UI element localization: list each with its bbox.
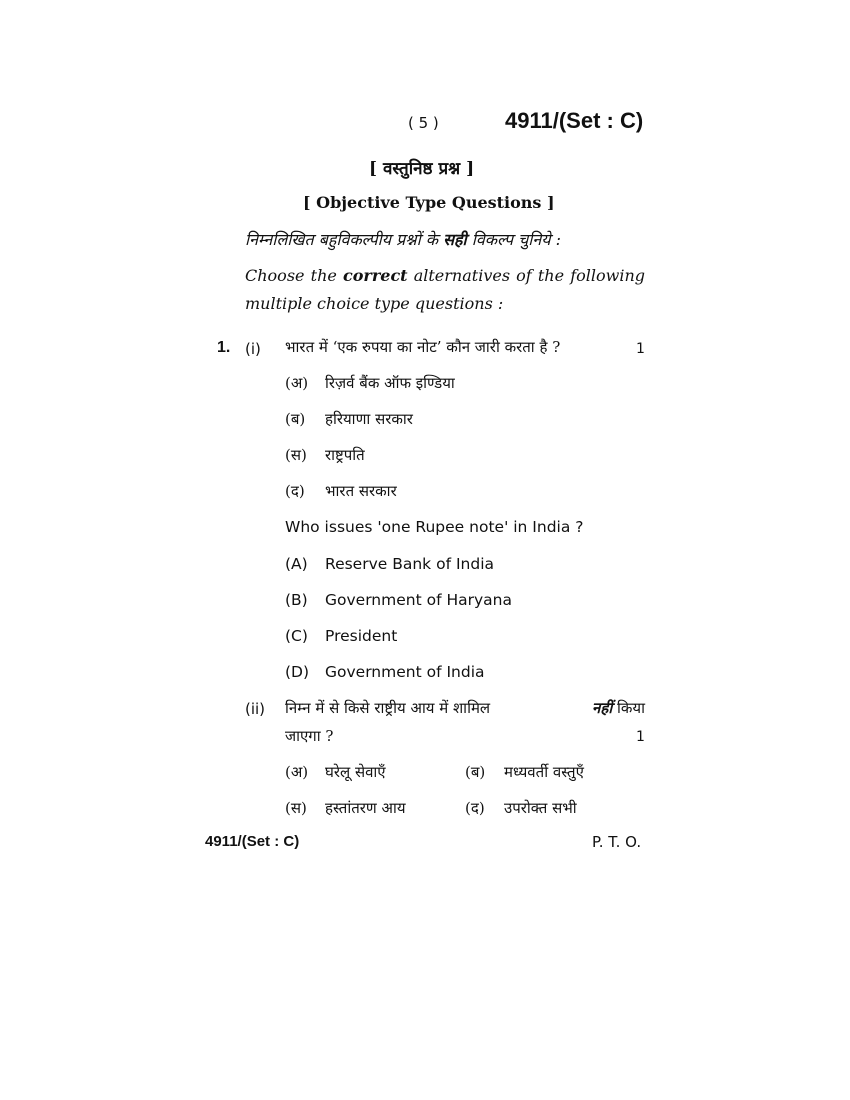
- option-text: भारत सरकार: [325, 482, 397, 500]
- option-label: (अ): [285, 763, 309, 781]
- option-label: (द): [285, 482, 305, 500]
- part-i-text-english: Who issues 'one Rupee note' in India ?: [285, 518, 584, 536]
- option-label: (स): [285, 446, 307, 464]
- part-ii-text-line1: [285, 698, 645, 718]
- part-i-text-hindi: भारत में ‘एक रुपया का नोट’ कौन जारी करता है ?: [285, 338, 561, 356]
- option-label: (अ): [285, 374, 309, 392]
- section-title-hindi: [ वस्तुनिष्ठ प्रश्न ]: [369, 159, 475, 179]
- header-set-code: 4911/(Set : C): [505, 108, 644, 133]
- instruction-hindi-after: विकल्प चुनिये :: [471, 230, 562, 249]
- footer-set-code: 4911/(Set : C): [205, 833, 300, 850]
- option-label: (स): [285, 799, 307, 817]
- option-text: Reserve Bank of India: [325, 555, 494, 573]
- instruction-hindi: [245, 228, 561, 250]
- part-ii-text-after: किया: [617, 699, 645, 717]
- option-text: मध्यवर्ती वस्तुएँ: [504, 763, 584, 781]
- part-ii-text-line2: जाएगा ?: [285, 727, 334, 745]
- instruction-english-before: Choose the: [245, 266, 337, 285]
- instruction-english-after: alternatives of the following multiple choice type questions :: [245, 266, 645, 313]
- option-text: उपरोक्त सभी: [504, 799, 577, 817]
- option-text: रिज़र्व बैंक ऑफ इण्डिया: [325, 374, 455, 392]
- part-ii-text-bold: नहीं: [592, 699, 613, 717]
- page-number: ( 5 ): [408, 114, 439, 132]
- part-ii-label: (ii): [245, 700, 266, 718]
- instruction-english: [245, 262, 645, 318]
- option-text: घरेलू सेवाएँ: [325, 763, 386, 781]
- option-text: President: [325, 627, 398, 645]
- instruction-hindi-bold: सही: [443, 230, 467, 249]
- option-text: हरियाणा सरकार: [325, 410, 413, 428]
- option-text: हस्तांतरण आय: [325, 799, 406, 817]
- section-title-english: [ Objective Type Questions ]: [303, 193, 555, 212]
- question-number: 1.: [217, 339, 231, 356]
- option-text: Government of India: [325, 663, 485, 681]
- option-label: (B): [285, 591, 308, 609]
- option-label: (D): [285, 663, 310, 681]
- option-label: (A): [285, 555, 308, 573]
- option-label: (ब): [465, 763, 486, 781]
- instruction-hindi-before: निम्नलिखित बहुविकल्पीय प्रश्नों के: [245, 230, 439, 249]
- part-ii-text-before: निम्न में से किसे राष्ट्रीय आय में शामिल: [285, 699, 491, 717]
- part-ii-marks: 1: [636, 729, 645, 745]
- option-label: (C): [285, 627, 308, 645]
- part-i-label: (i): [245, 340, 261, 358]
- option-text: राष्ट्रपति: [325, 446, 365, 464]
- footer-pto: P. T. O.: [592, 833, 642, 851]
- option-label: (ब): [285, 410, 306, 428]
- option-text: Government of Haryana: [325, 591, 512, 609]
- option-label: (द): [465, 799, 485, 817]
- part-i-marks: 1: [636, 341, 645, 357]
- instruction-english-bold: correct: [342, 266, 408, 285]
